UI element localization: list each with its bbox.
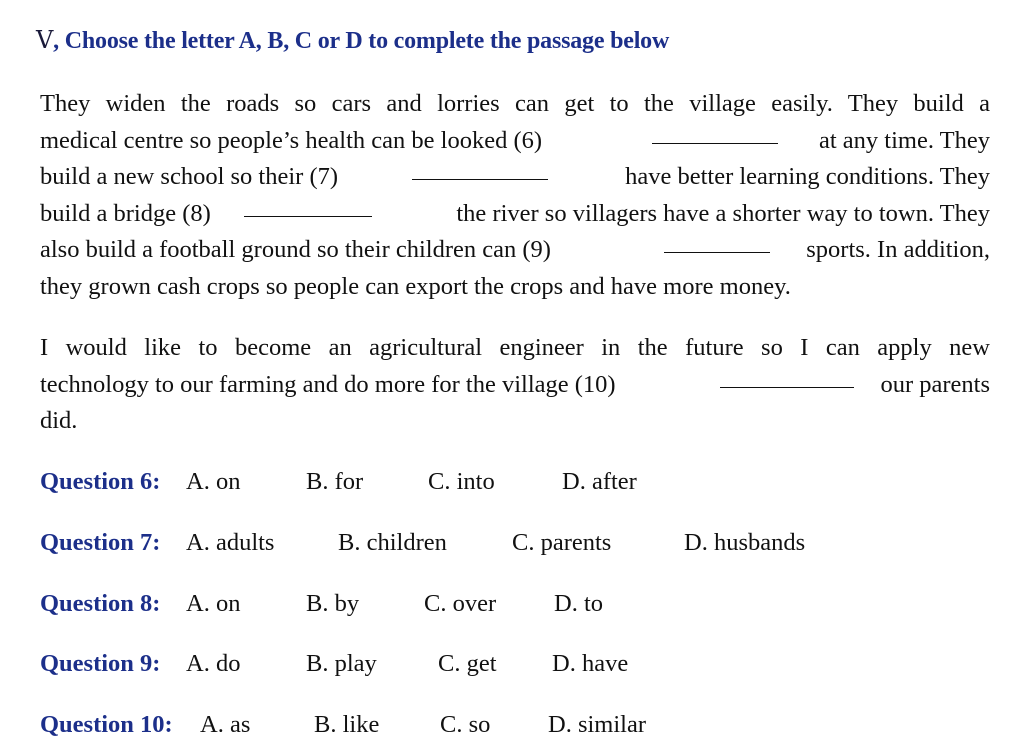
answer-option[interactable]: C. into [428, 468, 495, 495]
exercise-heading [36, 26, 669, 55]
passage-line: they grown cash crops so people can export the crops and have more money. [40, 272, 791, 300]
exercise-instruction: , Choose the letter A, B, C or D to complete the passage below [53, 28, 670, 54]
passage-line: They widen the roads so cars and lorries can get to the village easily. They build a [40, 90, 990, 117]
answer-option[interactable]: A. on [186, 590, 241, 617]
answer-option[interactable]: C. so [440, 711, 491, 738]
question-label: Question 6: [40, 468, 161, 495]
exercise-numeral: V [36, 26, 54, 54]
answer-option[interactable]: A. do [186, 650, 241, 677]
answer-option[interactable]: B. children [338, 529, 447, 556]
blank-6[interactable] [652, 123, 778, 144]
answer-option[interactable]: D. husbands [684, 529, 806, 556]
question-label: Question 10: [40, 711, 173, 738]
blank-10[interactable] [720, 367, 854, 388]
answer-option[interactable]: A. as [200, 711, 251, 738]
question-label: Question 8: [40, 590, 161, 617]
answer-option[interactable]: B. like [314, 711, 380, 738]
passage-line: technology to our farming and do more for the village (10) our parents [40, 367, 990, 404]
answer-option[interactable]: D. to [554, 590, 603, 617]
answer-option[interactable]: C. get [438, 650, 497, 677]
answer-option[interactable]: A. adults [186, 529, 275, 556]
passage-line: medical centre so people’s health can be looked (6) at any time. They [40, 123, 990, 160]
passage-line: build a new school so their (7) have better learning conditions. They [40, 159, 990, 196]
passage-paragraph-2 [40, 330, 990, 440]
answer-option[interactable]: A. on [186, 468, 241, 495]
answer-option[interactable]: D. have [552, 650, 629, 677]
answer-option[interactable]: C. parents [512, 529, 612, 556]
passage-line: did. [40, 407, 78, 434]
passage-paragraph-1 [40, 86, 990, 305]
blank-9[interactable] [664, 232, 770, 253]
answer-option[interactable]: D. similar [548, 711, 646, 738]
answer-option[interactable]: B. play [306, 650, 377, 677]
passage-line: build a bridge (8) the river so villagers have a shorter way to town. They [40, 196, 990, 233]
answer-option[interactable]: B. by [306, 590, 360, 617]
passage-line: also build a football ground so their children can (9) sports. In addition, [40, 232, 990, 269]
blank-8[interactable] [244, 196, 372, 217]
blank-7[interactable] [412, 159, 548, 180]
answer-option[interactable]: D. after [562, 468, 637, 495]
question-label: Question 9: [40, 650, 161, 677]
answer-option[interactable]: C. over [424, 590, 497, 617]
passage-line: I would like to become an agricultural engineer in the future so I can apply new [40, 334, 990, 361]
question-label: Question 7: [40, 529, 161, 556]
answer-option[interactable]: B. for [306, 468, 364, 495]
